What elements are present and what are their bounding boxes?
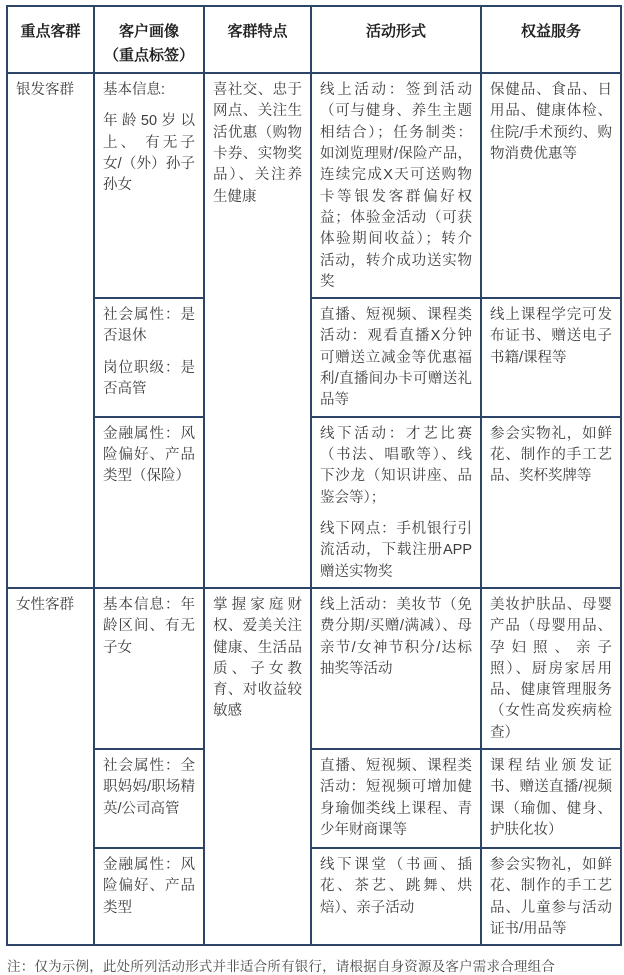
female-row-social <box>7 749 621 848</box>
silver-trait-cell <box>204 73 311 588</box>
female-benefit-course-cell <box>481 749 621 848</box>
header-key-groups: 重点客群 <box>7 6 94 73</box>
female-group-cell <box>7 588 94 945</box>
profile-text: 金融属性：风险偏好、产品类型（保险） <box>103 425 195 485</box>
profile-text: 年龄50岁以上、 有无子女/（外）孙子孙女 <box>103 113 195 194</box>
header-customer-profile <box>94 6 204 73</box>
female-row-basic <box>7 588 621 749</box>
silver-row-financial <box>7 417 621 588</box>
benefit-text: 参会实物礼，如鲜花、制作的手工艺品、奖杯奖牌等 <box>490 425 612 485</box>
silver-group-cell <box>7 73 94 588</box>
profile-text: 岗位职级：是否高管 <box>103 359 195 398</box>
profile-text: 基本信息：年龄区间、有无子女 <box>103 596 195 656</box>
female-profile-social-cell <box>94 749 204 848</box>
header-benefit-services: 权益服务 <box>481 6 621 73</box>
customer-segment-table <box>6 5 622 946</box>
group-label: 银发客群 <box>16 82 74 98</box>
female-benefit-gift-cell <box>481 848 621 945</box>
activity-text: 线上活动：签到活动（可与健身、养生主题相结合）；任务制类：如浏览理财/保险产品，连续完成X天可送购物卡等银发客群偏好权益；体验金活动（可获体验期间收益）；转介活动，转介成功送实物奖 <box>320 82 472 290</box>
activity-text: 直播、短视频、课程类活动：短视频可增加健身瑜伽类线上课程、青少年财商课等 <box>320 758 472 838</box>
header-activity-forms: 活动形式 <box>311 6 481 73</box>
benefit-text: 课程结业颁发证书、赠送直播/视频课（瑜伽、健身、护肤化妆） <box>490 758 612 838</box>
silver-row-social <box>7 298 621 417</box>
female-profile-financial-cell <box>94 848 204 945</box>
benefit-text: 美妆护肤品、母婴产品（母婴用品、孕妇照、亲子照）、厨房家居用品、健康管理服务（女性高发疾病检查） <box>490 596 612 741</box>
profile-text: 社会属性：全职妈妈/职场精英/公司高管 <box>103 758 195 817</box>
trait-text: 掌握家庭财权、爱美关注健康、生活品质、子女教育、对收益较敏感 <box>213 596 302 720</box>
profile-text: 社会属性：是否退休 <box>103 307 195 345</box>
header-group-traits: 客群特点 <box>204 6 311 73</box>
female-row-financial <box>7 848 621 945</box>
table-footnote: 注：仅为示例，此处所列活动形式并非适合所有银行，请根据自身资源及客户需求合理组合 <box>7 959 555 975</box>
activity-text: 线下活动：才艺比赛（书法、唱歌等）、线下沙龙（知识讲座、品鉴会等）； <box>320 425 472 506</box>
silver-row-basic <box>7 73 621 298</box>
silver-profile-basic-cell <box>94 73 204 298</box>
benefit-text: 保健品、食品、日用品、健康体检、住院/手术预约、购物消费优惠等 <box>490 82 612 162</box>
silver-benefit-basic-cell <box>481 73 621 298</box>
benefit-text: 参会实物礼，如鲜花、制作的手工艺品、儿童参与活动证书/用品等 <box>490 857 612 937</box>
trait-text: 喜社交、忠于网点、关注生活优惠（购物卡券、实物奖品）、关注养生健康 <box>213 82 302 205</box>
silver-profile-financial-cell <box>94 417 204 588</box>
header-customer-profile-line2: （重点标签） <box>103 47 194 64</box>
female-benefit-basic-cell <box>481 588 621 749</box>
activity-text: 线下网点：手机银行引流活动，下载注册APP赠送实物奖 <box>320 520 472 580</box>
female-activity-online-cell <box>311 588 481 749</box>
silver-benefit-course-cell <box>481 298 621 417</box>
benefit-text: 线上课程学完可发布证书、赠送电子书籍/课程等 <box>490 307 612 366</box>
silver-profile-social-cell <box>94 298 204 417</box>
profile-text: 基本信息: <box>103 82 166 98</box>
activity-text: 线下课堂（书画、插花、茶艺、跳舞、烘焙）、亲子活动 <box>320 857 472 916</box>
group-label: 女性客群 <box>16 596 74 613</box>
activity-text: 直播、短视频、课程类活动：观看直播X分钟可赠送立减金等优惠福利/直播间办卡可赠送礼品等 <box>320 307 472 409</box>
silver-benefit-gift-cell <box>481 417 621 588</box>
female-profile-basic-cell <box>94 588 204 749</box>
profile-text: 金融属性：风险偏好、产品类型 <box>103 857 195 916</box>
silver-activity-live-cell <box>311 298 481 417</box>
header-row <box>7 6 621 73</box>
header-customer-profile-line1: 客户画像 <box>118 23 179 40</box>
silver-activity-online-cell <box>311 73 481 298</box>
female-activity-offline-cell <box>311 848 481 945</box>
female-trait-cell <box>204 588 311 945</box>
silver-activity-offline-cell <box>311 417 481 588</box>
female-activity-live-cell <box>311 749 481 848</box>
activity-text: 线上活动：美妆节（免费分期/买赠/满减）、母亲节/女神节积分/达标抽奖等活动 <box>320 596 472 677</box>
